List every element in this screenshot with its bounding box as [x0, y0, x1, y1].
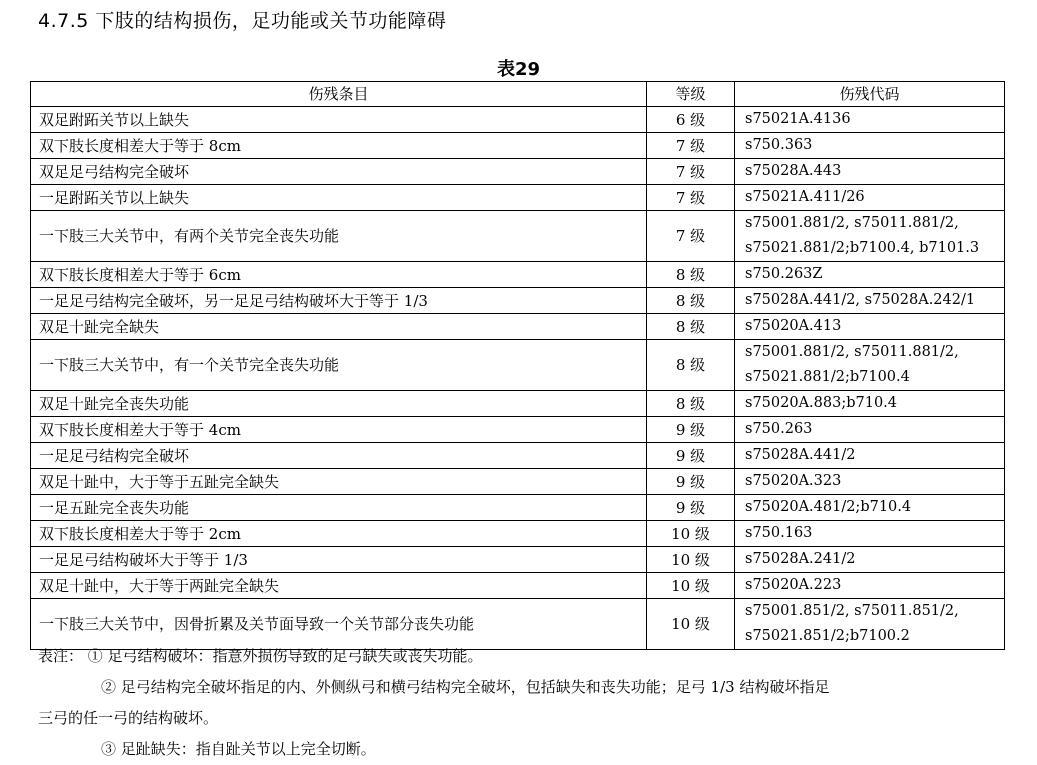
table-body [31, 107, 1005, 650]
row-item: 双足十趾中，大于等于五趾完全缺失 [31, 469, 647, 495]
code-line: s75021A.4136 [745, 111, 851, 128]
row-code [735, 573, 1005, 599]
table-row [31, 133, 1005, 159]
code-line: s75001.851/2, s75011.851/2, [745, 603, 959, 620]
row-item: 一下肢三大关节中，因骨折累及关节面导致一个关节部分丧失功能 [31, 599, 647, 650]
row-grade: 7 级 [647, 185, 735, 211]
table-row [31, 547, 1005, 573]
note-3: ③ 足趾缺失：指自趾关节以上完全切断。 [101, 740, 376, 758]
code-line: s75020A.323 [745, 473, 842, 490]
table-row [31, 185, 1005, 211]
code-line: s75028A.241/2 [745, 551, 856, 568]
table-row [31, 288, 1005, 314]
row-item: 一下肢三大关节中，有两个关节完全丧失功能 [31, 211, 647, 262]
table-row [31, 573, 1005, 599]
row-grade: 8 级 [647, 314, 735, 340]
row-grade: 8 级 [647, 288, 735, 314]
row-grade: 6 级 [647, 107, 735, 133]
code-line: s75021.881/2;b7100.4 [745, 369, 910, 386]
row-item: 双足十趾中，大于等于两趾完全缺失 [31, 573, 647, 599]
note-2: ② 足弓结构完全破坏指足的内、外侧纵弓和横弓结构完全破坏，包括缺失和丧失功能；足弓 1/3 结构破坏指足 [101, 678, 830, 696]
row-code [735, 107, 1005, 133]
table-row [31, 495, 1005, 521]
row-code [735, 288, 1005, 314]
table-row [31, 391, 1005, 417]
code-line: s750.263Z [745, 266, 823, 283]
code-line: s75028A.441/2 [745, 447, 856, 464]
table-row [31, 340, 1005, 391]
row-grade: 10 级 [647, 521, 735, 547]
row-code [735, 547, 1005, 573]
row-code [735, 469, 1005, 495]
column-header-code: 伤残代码 [735, 82, 1005, 107]
row-grade: 10 级 [647, 573, 735, 599]
row-item: 一下肢三大关节中，有一个关节完全丧失功能 [31, 340, 647, 391]
row-item: 一足足弓结构完全破坏，另一足足弓结构破坏大于等于 1/3 [31, 288, 647, 314]
row-item: 双下肢长度相差大于等于 8cm [31, 133, 647, 159]
disability-table [30, 81, 1005, 650]
table-notes [38, 641, 1008, 765]
code-line: s75020A.883;b710.4 [745, 395, 898, 412]
row-item: 双下肢长度相差大于等于 2cm [31, 521, 647, 547]
code-line: s75021.881/2;b7100.4, b7101.3 [745, 240, 980, 257]
row-code [735, 185, 1005, 211]
row-grade: 7 级 [647, 133, 735, 159]
row-code [735, 159, 1005, 185]
row-grade: 8 级 [647, 262, 735, 288]
code-line: s75020A.413 [745, 318, 842, 335]
row-grade: 7 级 [647, 159, 735, 185]
row-code [735, 417, 1005, 443]
row-code [735, 443, 1005, 469]
column-header-grade: 等级 [647, 82, 735, 107]
table-row [31, 107, 1005, 133]
row-item: 双下肢长度相差大于等于 6cm [31, 262, 647, 288]
table-caption: 表29 [496, 59, 541, 80]
row-grade: 9 级 [647, 469, 735, 495]
code-line: s75021.851/2;b7100.2 [745, 628, 910, 645]
section-title: 4.7.5 下肢的结构损伤，足功能或关节功能障碍 [38, 10, 447, 32]
row-item: 一足五趾完全丧失功能 [31, 495, 647, 521]
row-grade: 9 级 [647, 443, 735, 469]
row-grade: 8 级 [647, 340, 735, 391]
row-item: 一足足弓结构破坏大于等于 1/3 [31, 547, 647, 573]
code-line: s75021A.411/26 [745, 189, 865, 206]
row-code [735, 521, 1005, 547]
table-row [31, 314, 1005, 340]
table-row [31, 262, 1005, 288]
note-1: 表注： ① 足弓结构破坏：指意外损伤导致的足弓缺失或丧失功能。 [38, 647, 483, 665]
row-grade: 7 级 [647, 211, 735, 262]
row-item: 双下肢长度相差大于等于 4cm [31, 417, 647, 443]
table-row [31, 159, 1005, 185]
table-row [31, 211, 1005, 262]
row-item: 一足足弓结构完全破坏 [31, 443, 647, 469]
row-item: 双足跗跖关节以上缺失 [31, 107, 647, 133]
code-line: s75020A.223 [745, 577, 842, 594]
code-line: s750.163 [745, 525, 813, 542]
column-header-item: 伤残条目 [31, 82, 647, 107]
row-code [735, 314, 1005, 340]
row-grade: 10 级 [647, 599, 735, 650]
row-grade: 9 级 [647, 417, 735, 443]
row-code [735, 391, 1005, 417]
code-line: s750.363 [745, 137, 813, 154]
row-code [735, 340, 1005, 391]
row-code [735, 262, 1005, 288]
code-line: s750.263 [745, 421, 813, 438]
code-line: s75028A.441/2, s75028A.242/1 [745, 292, 976, 309]
code-line: s75028A.443 [745, 163, 842, 180]
code-line: s75001.881/2, s75011.881/2, [745, 344, 959, 361]
note-2-continued: 三弓的任一弓的结构破坏。 [38, 709, 219, 727]
table-row [31, 469, 1005, 495]
table-row [31, 521, 1005, 547]
table-row [31, 417, 1005, 443]
row-code [735, 133, 1005, 159]
row-item: 双足十趾完全缺失 [31, 314, 647, 340]
row-item: 一足跗跖关节以上缺失 [31, 185, 647, 211]
row-grade: 9 级 [647, 495, 735, 521]
table-row [31, 443, 1005, 469]
code-line: s75020A.481/2;b710.4 [745, 499, 912, 516]
row-item: 双足足弓结构完全破坏 [31, 159, 647, 185]
row-code [735, 211, 1005, 262]
row-item: 双足十趾完全丧失功能 [31, 391, 647, 417]
row-grade: 10 级 [647, 547, 735, 573]
table-header-row [31, 82, 1005, 107]
row-code [735, 495, 1005, 521]
row-grade: 8 级 [647, 391, 735, 417]
code-line: s75001.881/2, s75011.881/2, [745, 215, 959, 232]
